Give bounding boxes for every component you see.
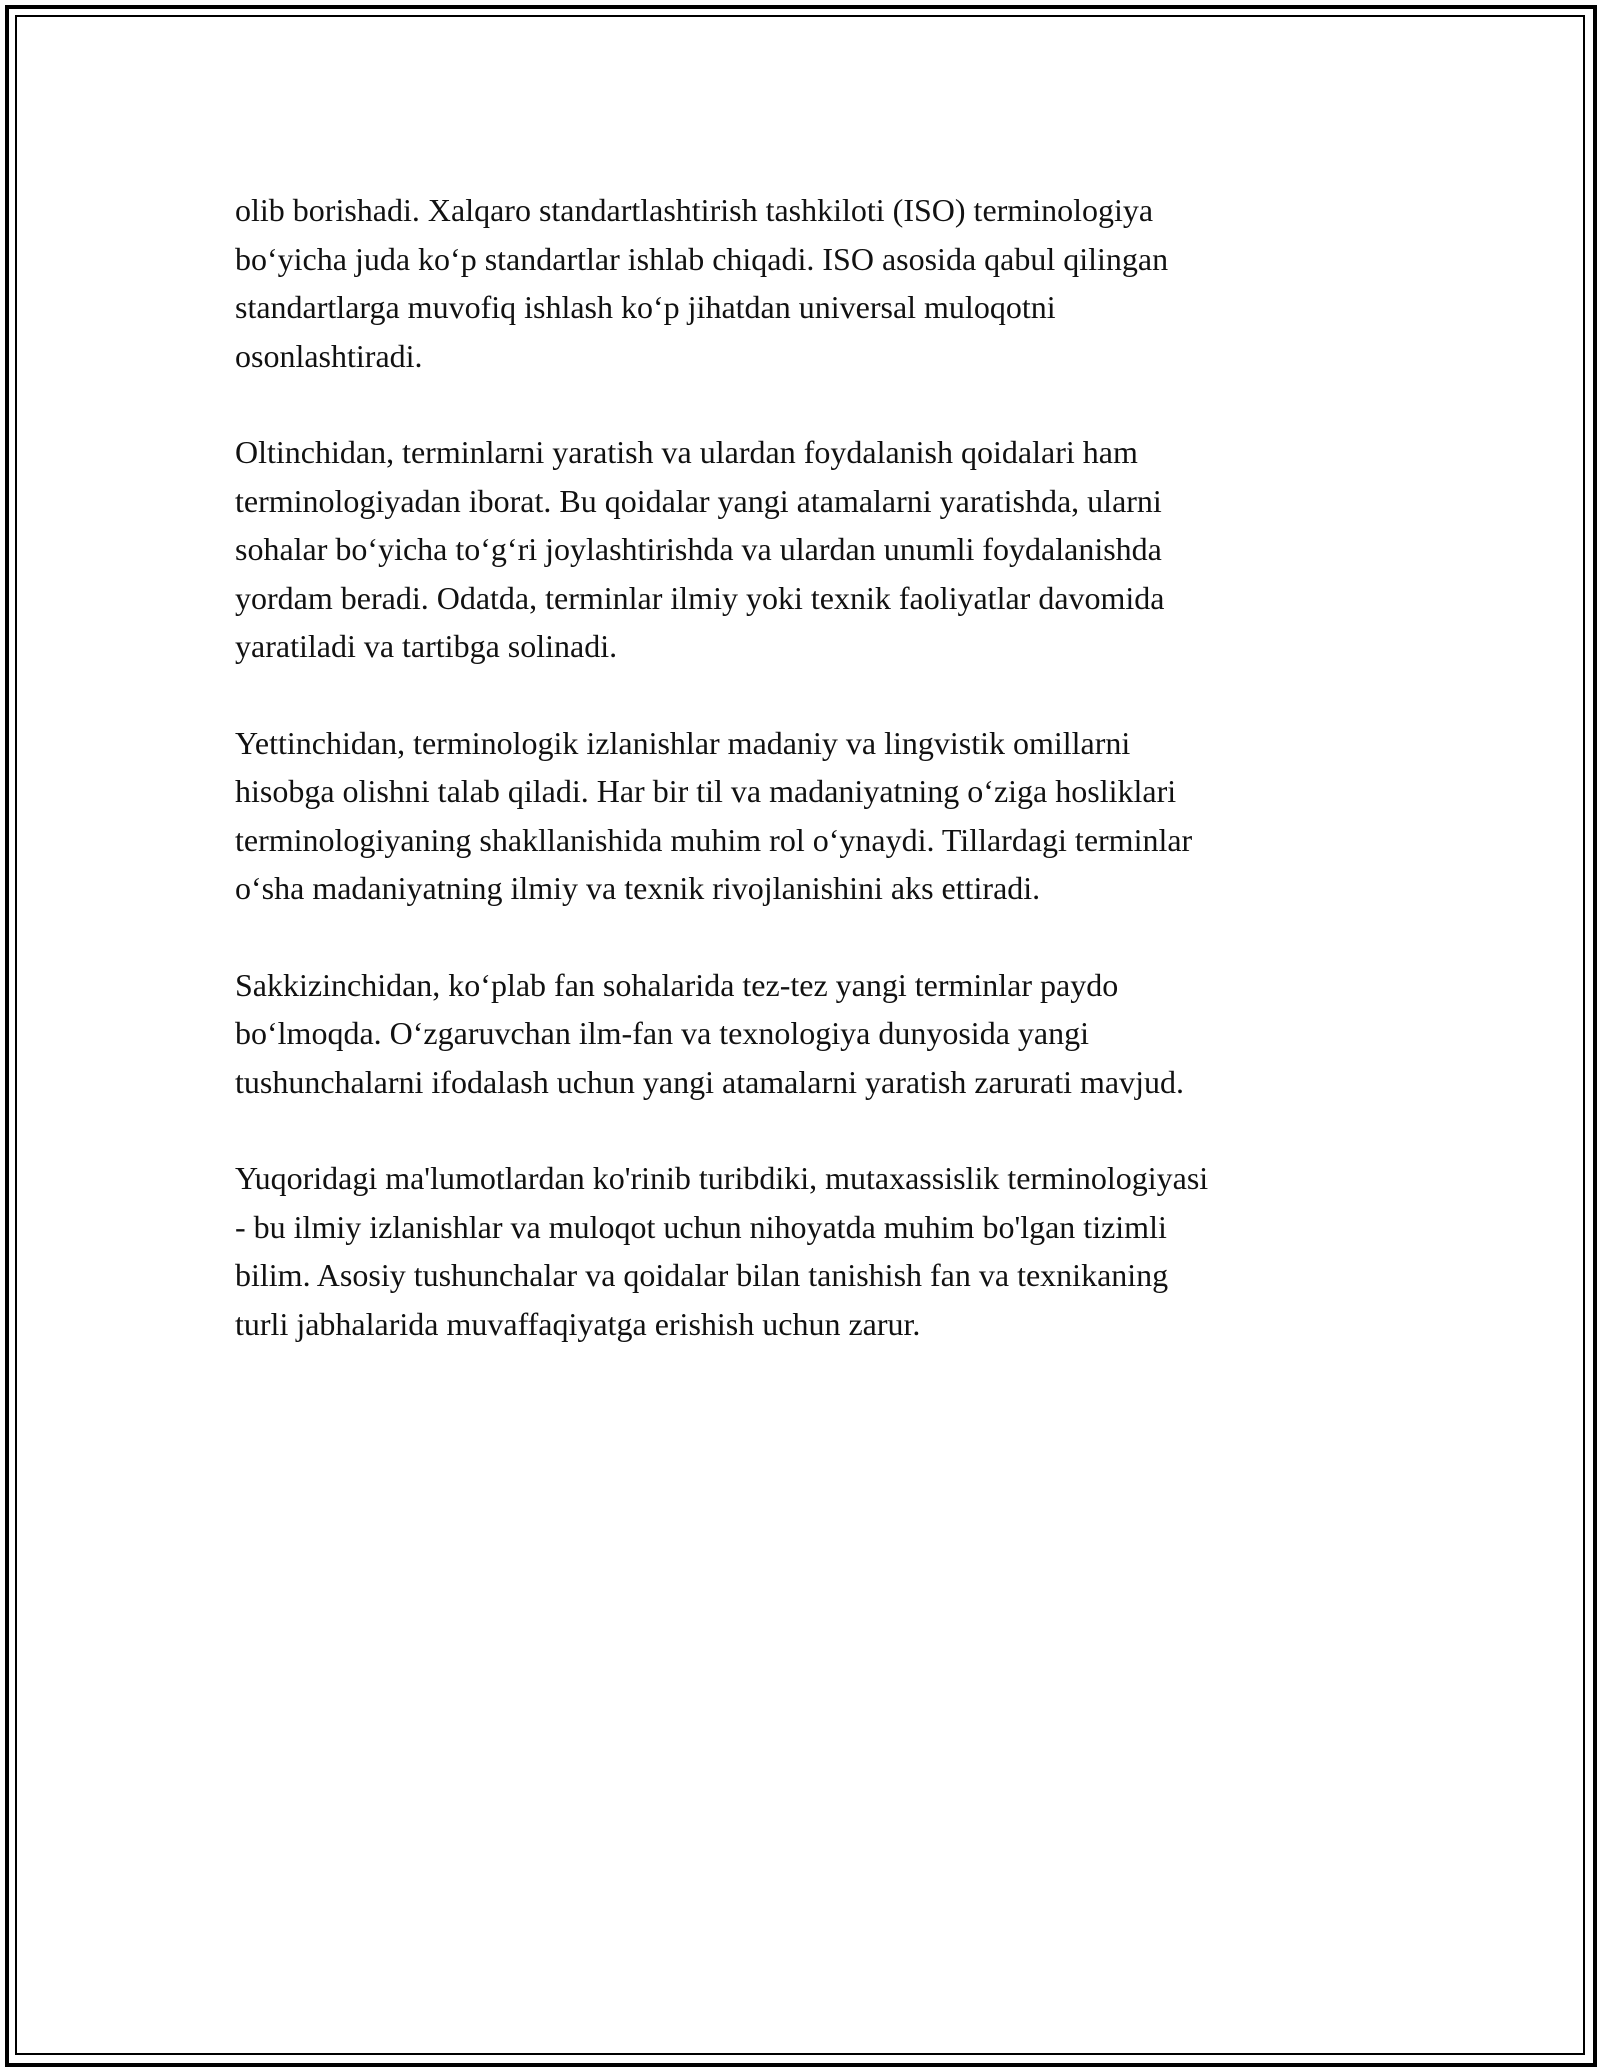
text-line: Sakkizinchidan, ko‘plab fan sohalarida tez-tez yangi terminlar paydo (235, 966, 1119, 1003)
text-line: turli jabhalarida muvaffaqiyatga erishish uchun zarur. (235, 1305, 921, 1342)
text-line: bo‘yicha juda ko‘p standartlar ishlab chiqadi. ISO asosida qabul qilingan (235, 240, 1169, 277)
paragraph-sixth (235, 428, 1365, 671)
paragraph-conclusion (235, 1154, 1365, 1348)
text-line: Yettinchidan, terminologik izlanishlar madaniy va lingvistik omillarni (235, 724, 1131, 761)
text-line: olib borishadi. Xalqaro standartlashtirish tashkiloti (ISO) terminologiya (235, 192, 1154, 228)
text-line: tushunchalarni ifodalash uchun yangi atamalarni yaratish zarurati mavjud. (235, 1063, 1184, 1100)
text-line: o‘sha madaniyatning ilmiy va texnik rivojlanishini aks ettiradi. (235, 870, 1041, 906)
text-line: terminologiyadan iborat. Bu qoidalar yangi atamalarni yaratishda, ularni (235, 482, 1162, 519)
text-line: Yuqoridagi ma'lumotlardan ko'rinib turibdiki, mutaxassislik terminologiyasi (235, 1160, 1209, 1196)
text-line: standartlarga muvofiq ishlash ko‘p jihatdan universal muloqotni (235, 289, 1056, 325)
paragraph-eighth (235, 961, 1365, 1107)
text-line: bo‘lmoqda. O‘zgaruvchan ilm-fan va texnologiya dunyosida yangi (235, 1015, 1089, 1051)
paragraph-iso-standards (235, 186, 1365, 380)
document-body (235, 186, 1365, 1396)
paragraph-seventh (235, 719, 1365, 913)
text-line: yaratiladi va tartibga solinadi. (235, 628, 618, 664)
text-line: sohalar bo‘yicha to‘g‘ri joylashtirishda va ulardan unumli foydalanishda (235, 531, 1162, 567)
text-line: osonlashtiradi. (235, 337, 423, 374)
text-line: Oltinchidan, terminlarni yaratish va ulardan foydalanish qoidalari ham (235, 434, 1138, 470)
text-line: - bu ilmiy izlanishlar va muloqot uchun nihoyatda muhim bo'lgan tizimli (235, 1208, 1167, 1245)
text-line: terminologiyaning shakllanishida muhim rol o‘ynaydi. Tillardagi terminlar (235, 821, 1193, 858)
text-line: yordam beradi. Odatda, terminlar ilmiy yoki texnik faoliyatlar davomida (235, 579, 1165, 616)
text-line: bilim. Asosiy tushunchalar va qoidalar bilan tanishish fan va texnikaning (235, 1257, 1169, 1293)
text-line: hisobga olishni talab qiladi. Har bir til va madaniyatning o‘ziga hosliklari (235, 773, 1177, 809)
